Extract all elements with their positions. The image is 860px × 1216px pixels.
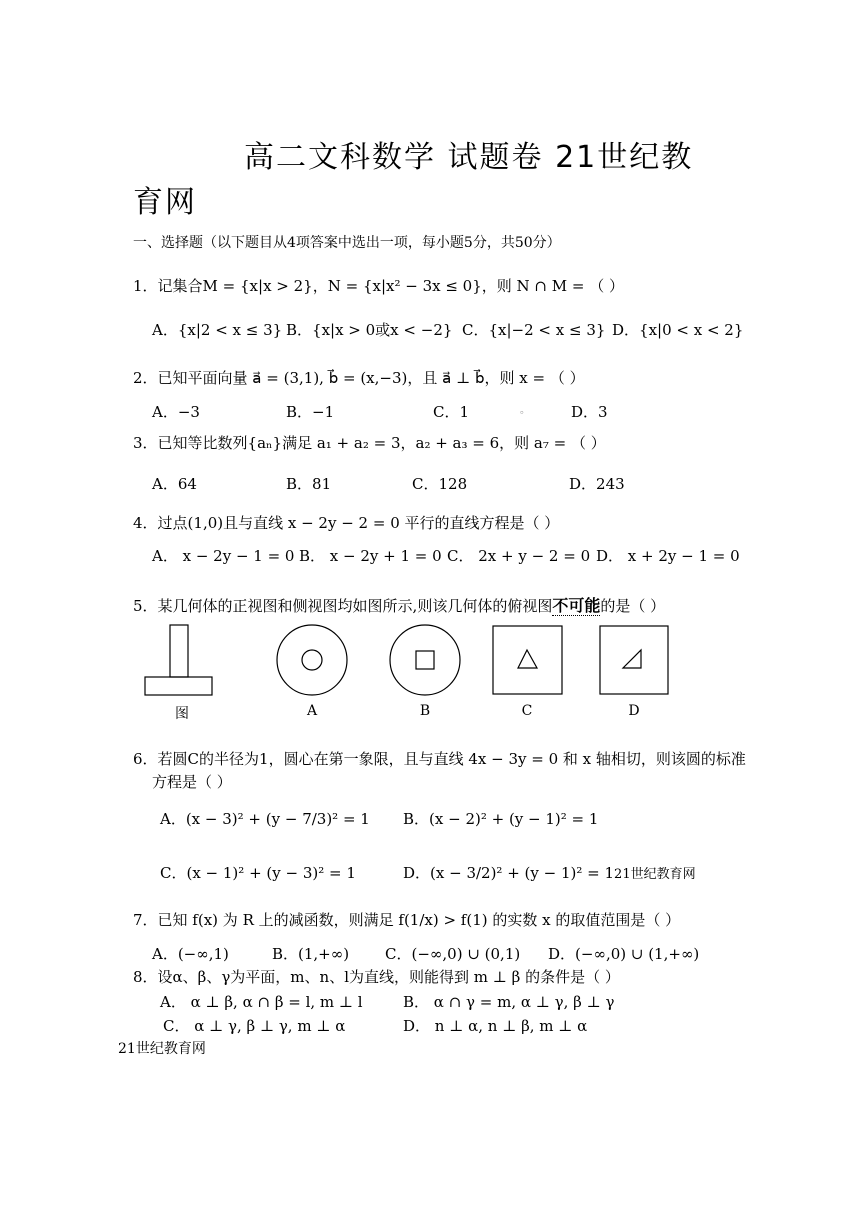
fig-label-d: D xyxy=(628,703,640,719)
q4-option-a: A． x − 2y − 1 = 0 xyxy=(152,547,295,565)
q2-option-a: A．−3 xyxy=(152,403,200,421)
q6-option-d-text: D．(x − 3/2)² + (y − 1)² = 1 xyxy=(403,864,615,882)
question-6-stem: 6．若圆C的半径为1，圆心在第一象限，且与直线 4x − 3y = 0 和 x 轴相切，则该圆的标准 xyxy=(133,750,746,768)
footer-watermark: 21世纪教育网 xyxy=(118,1041,206,1057)
q5-stem-emphasis: 不可能 xyxy=(552,596,601,615)
option-d-figure xyxy=(600,626,668,694)
question-1-stem: 1．记集合M = {x|x > 2}，N = {x|x² − 3x ≤ 0}，则 N ∩ M = （ ） xyxy=(133,277,625,295)
question-5-stem xyxy=(133,593,665,616)
fig-label-c: C xyxy=(521,703,533,719)
question-4-stem: 4．过点(1,0)且与直线 x − 2y − 2 = 0 平行的直线方程是（ ） xyxy=(133,514,560,532)
option-c-figure xyxy=(493,626,562,694)
q4-option-c: C． 2x + y − 2 = 0 xyxy=(447,547,591,565)
q8-option-d: D． n ⊥ α, n ⊥ β, m ⊥ α xyxy=(403,1017,588,1035)
option-a-figure xyxy=(277,625,347,695)
page-title: 高二文科数学 试题卷 21世纪教 xyxy=(244,140,694,175)
watermark-inline: 21世纪教育网 xyxy=(614,867,696,882)
fig-label-b: B xyxy=(419,703,431,719)
q2-option-c: C．1 xyxy=(433,403,470,421)
q1-option-a: A．{x|2 < x ≤ 3} xyxy=(152,321,283,339)
stray-dot: 。 xyxy=(520,405,530,416)
q4-option-b: B． x − 2y + 1 = 0 xyxy=(299,547,442,565)
question-6-stem-continued: 方程是（ ） xyxy=(152,773,232,791)
q2-option-b: B．−1 xyxy=(286,403,335,421)
q1-option-b: B．{x|x > 0或x < −2} xyxy=(286,321,453,339)
q7-option-d: D．(−∞,0) ∪ (1,+∞) xyxy=(548,945,700,963)
q3-option-c: C．128 xyxy=(412,475,468,493)
q8-option-b: B． α ∩ γ = m, α ⊥ γ, β ⊥ γ xyxy=(403,993,615,1011)
q5-stem-start: 5．某几何体的正视图和侧视图均如图所示,则该几何体的俯视图 xyxy=(133,597,553,615)
q2-option-d: D．3 xyxy=(571,403,608,421)
q1-option-c: C．{x|−2 < x ≤ 3} xyxy=(462,321,606,339)
page-title-continued: 育网 xyxy=(133,185,197,220)
q8-option-a: A． α ⊥ β, α ∩ β = l, m ⊥ l xyxy=(160,993,363,1011)
q3-option-d: D．243 xyxy=(569,475,625,493)
q1-option-d: D．{x|0 < x < 2} xyxy=(612,321,744,339)
q3-option-a: A．64 xyxy=(152,475,197,493)
q7-option-a: A．(−∞,1) xyxy=(152,945,229,963)
q6-option-a: A．(x − 3)² + (y − 7/3)² = 1 xyxy=(160,810,370,828)
section-header: 一、选择题（以下题目从4项答案中选出一项，每小题5分，共50分） xyxy=(133,235,561,251)
q6-option-d xyxy=(403,862,696,883)
q7-option-b: B．(1,+∞) xyxy=(272,945,350,963)
q8-option-c: C． α ⊥ γ, β ⊥ γ, m ⊥ α xyxy=(163,1017,346,1035)
question-3-stem: 3．已知等比数列{aₙ}满足 a₁ + a₂ = 3，a₂ + a₃ = 6，则 a₇ = （ ） xyxy=(133,434,606,452)
q7-option-c: C．(−∞,0) ∪ (0,1) xyxy=(385,945,521,963)
option-b-figure xyxy=(390,625,460,695)
q6-option-c: C．(x − 1)² + (y − 3)² = 1 xyxy=(160,864,356,882)
question-7-stem: 7．已知 f(x) 为 R 上的减函数，则满足 f(1/x) > f(1) 的实数 x 的取值范围是（ ） xyxy=(133,911,681,929)
question-8-stem: 8．设α、β、γ为平面，m、n、l为直线，则能得到 m ⊥ β 的条件是（ ） xyxy=(133,968,620,986)
q5-stem-end: 的是（ ） xyxy=(600,597,666,615)
fig-label-main: 图 xyxy=(175,706,189,722)
q4-option-d: D． x + 2y − 1 = 0 xyxy=(596,547,740,565)
q3-option-b: B．81 xyxy=(286,475,332,493)
question-2-stem: 2．已知平面向量 a⃗ = (3,1), b⃗ = (x,−3)，且 a⃗ ⊥ b⃗，则 x = （ ） xyxy=(133,369,585,387)
front-view-figure xyxy=(145,625,212,695)
q5-figures xyxy=(140,620,680,700)
q6-option-b: B．(x − 2)² + (y − 1)² = 1 xyxy=(403,810,599,828)
fig-label-a: A xyxy=(306,703,318,719)
